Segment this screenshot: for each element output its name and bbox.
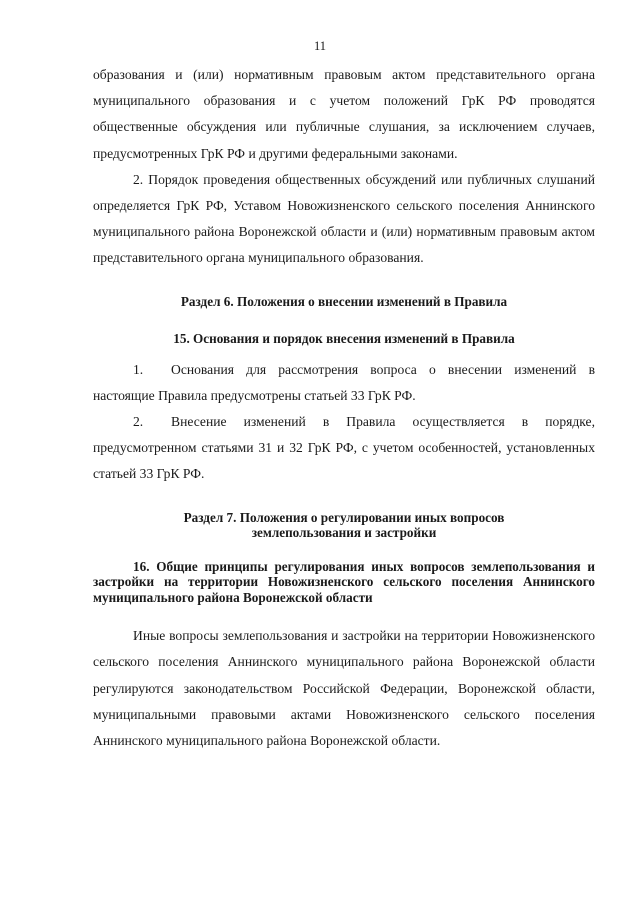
section-7-heading-line-2: землепользования и застройки: [251, 525, 437, 541]
section-6-heading: Раздел 6. Положения о внесении изменений в Правила: [180, 293, 508, 309]
section-7-heading: [93, 510, 595, 541]
page-number: 11: [313, 39, 327, 53]
list-item-text: Внесение изменений в Правила осуществляется в порядке, предусмотренном статьями 31 и 32 ГрК РФ, с учетом особенностей, установленных статьей 33 ГрК РФ.: [93, 414, 595, 482]
list-item-2: [93, 409, 595, 488]
list-item-text: Основания для рассмотрения вопроса о внесении изменений в настоящие Правила предусмотрены статьей 33 ГрК РФ.: [93, 361, 595, 403]
page-content: [93, 62, 595, 754]
section-7-heading-line-1: Раздел 7. Положения о регулировании иных вопросов: [183, 509, 505, 525]
list-item-1: [93, 357, 595, 409]
list-item-number: 1.: [133, 361, 144, 377]
list-item-number: 2.: [133, 414, 144, 430]
paragraph-2: 2. Порядок проведения общественных обсуждений или публичных слушаний определяется ГрК РФ, Уставом Новожизненского сельского поселения Аннинского муниципального района Воронежской области и (или) нормативным правовым актом представительного органа муниципального образования.: [93, 171, 595, 266]
paragraph-continuation: образования и (или) нормативным правовым актом представительного органа муниципального образования и с учетом положений ГрК РФ проводятся общественные обсуждения или публичные слушания, за исключением случаев, предусмотренных ГрК РФ и другими федеральными законами.: [93, 67, 595, 161]
article-16-body: Иные вопросы землепользования и застройки на территории Новожизненского сельского поселения Аннинского муниципального района Воронежской области регулируются законодательством Российской Федерации, Воронежской области, муниципальными правовыми актами Новожизненского сельского поселения Аннинского муниципального района Воронежской области.: [93, 628, 595, 748]
article-16-heading: 16. Общие принципы регулирования иных вопросов землепользования и застройки на территории Новожизненского сельского поселения Аннинского муниципального района Воронежской области: [93, 558, 595, 605]
article-15-heading: 15. Основания и порядок внесения изменений в Правила: [173, 331, 515, 347]
